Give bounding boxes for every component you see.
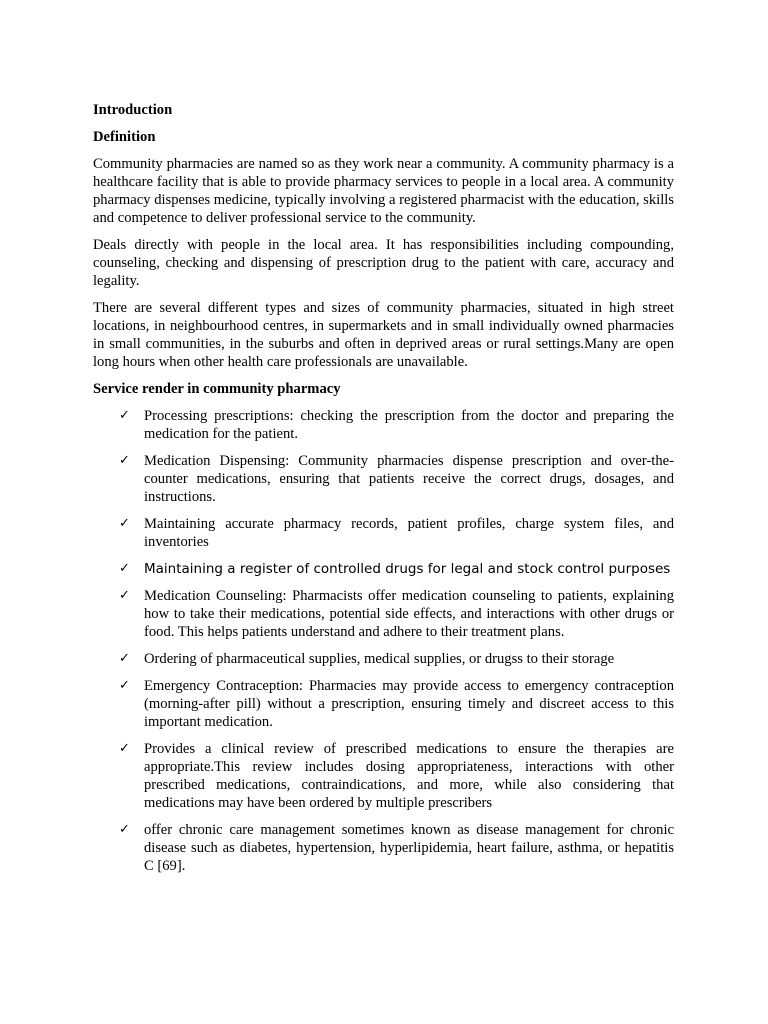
checkmark-icon: ✓: [119, 516, 130, 531]
checkmark-icon: ✓: [119, 741, 130, 756]
list-item-text: Ordering of pharmaceutical supplies, medical supplies, or drugss to their storage: [144, 651, 615, 667]
heading-introduction: Introduction: [93, 102, 173, 118]
checkmark-icon: ✓: [119, 822, 130, 837]
list-item-text: Maintaining accurate pharmacy records, patient profiles, charge system files, and inventories: [144, 516, 674, 550]
checkmark-icon: ✓: [119, 561, 130, 576]
list-item: [93, 821, 674, 875]
checkmark-icon: ✓: [119, 588, 130, 603]
checkmark-icon: ✓: [119, 651, 130, 666]
list-item: [93, 677, 674, 731]
list-item-text: Medication Dispensing: Community pharmacies dispense prescription and over-the-counter medications, ensuring that patients receive the correct drugs, dosages, and instructions.: [144, 453, 674, 505]
list-item-text: Processing prescriptions: checking the prescription from the doctor and preparing the medication for the patient.: [144, 408, 674, 442]
list-item-text: Medication Counseling: Pharmacists offer medication counseling to patients, explaining how to take their medications, potential side effects, and interactions with other drugs or food. This helps patients understand and adhere to their treatment plans.: [144, 588, 674, 640]
list-item: [93, 740, 674, 812]
list-item-text: Maintaining a register of controlled drugs for legal and stock control purposes: [144, 561, 671, 577]
list-item: [93, 587, 674, 641]
list-item: [93, 650, 674, 668]
services-list: [93, 407, 674, 875]
list-item: [93, 407, 674, 443]
paragraph-definition: Community pharmacies are named so as they work near a community. A community pharmacy is a healthcare facility that is able to provide pharmacy services to people in a local area. A community pharmacy dispenses medicine, typically involving a registered pharmacist with the education, skills and competence to deliver professional service to the community.: [93, 156, 674, 226]
list-item: [93, 515, 674, 551]
checkmark-icon: ✓: [119, 453, 130, 468]
paragraph-responsibilities: Deals directly with people in the local area. It has responsibilities including compounding, counseling, checking and dispensing of prescription drug to the patient with care, accuracy and legality.: [93, 237, 674, 289]
list-item-text: Emergency Contraception: Pharmacies may provide access to emergency contraception (morning-after pill) without a prescription, ensuring timely and discreet access to this important medication.: [144, 678, 674, 730]
paragraph-types: There are several different types and sizes of community pharmacies, situated in high street locations, in neighbourhood centres, in supermarkets and in small individually owned pharmacies in small communities, in the suburbs and often in deprived areas or rural settings.Many are open long hours when other health care professionals are unavailable.: [93, 300, 674, 370]
list-item: [93, 560, 674, 578]
checkmark-icon: ✓: [119, 408, 130, 423]
document-page: [93, 101, 674, 884]
list-item-text: Provides a clinical review of prescribed medications to ensure the therapies are appropriate.This review includes dosing appropriateness, interactions with other prescribed medications, contraindications, and more, while also considering that medications may have been ordered by multiple prescribers: [144, 741, 674, 811]
heading-definition: Definition: [93, 129, 156, 145]
list-item-text: offer chronic care management sometimes known as disease management for chronic disease such as diabetes, hypertension, hyperlipidemia, heart failure, asthma, or hepatitis C [69].: [144, 822, 674, 874]
list-item: [93, 452, 674, 506]
heading-services: Service render in community pharmacy: [93, 381, 341, 397]
checkmark-icon: ✓: [119, 678, 130, 693]
